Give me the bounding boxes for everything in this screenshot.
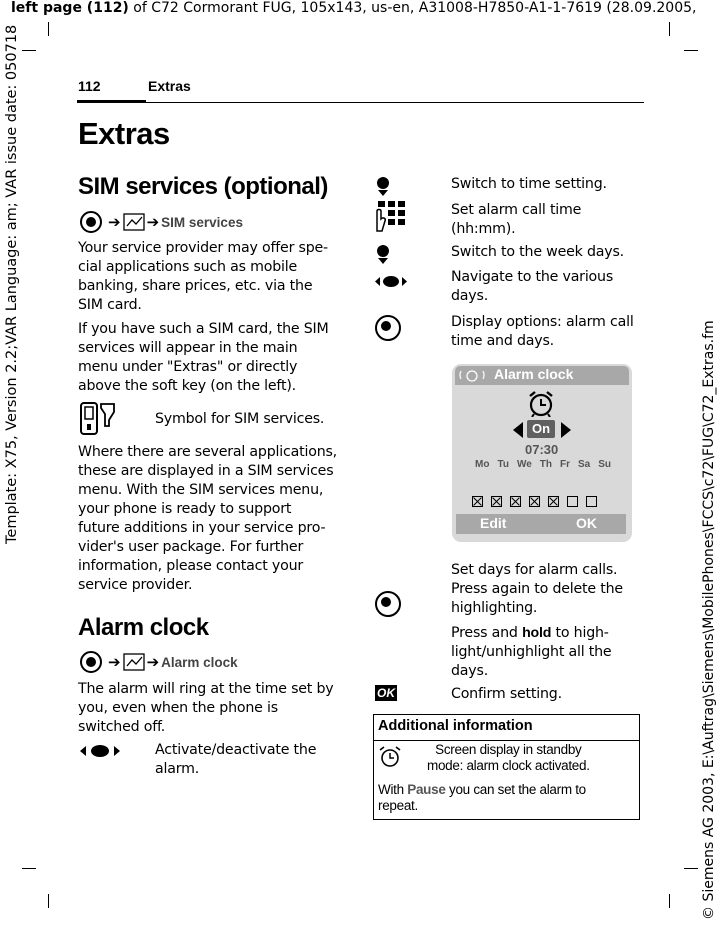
crop-mark bbox=[669, 22, 670, 36]
sim-paragraph-3: Where there are several applications, these are displayed in a SIM services menu. With the SIM services menu, your phone is ready to support future additions in your service pro- vider's user package. For further information, please contact your service provider. bbox=[78, 444, 337, 593]
alarm-heading: Alarm clock bbox=[78, 614, 209, 641]
weekday-label: Sa bbox=[577, 459, 591, 470]
nav-alarm-clock-label: Alarm clock bbox=[161, 654, 238, 670]
step-display-options: Display options: alarm call time and days. bbox=[451, 314, 634, 349]
sim-services-symbol-icon bbox=[80, 402, 116, 436]
set-days-text: Set days for alarm calls. Press again to delete the highlighting. bbox=[451, 562, 623, 616]
keypad-icon bbox=[374, 201, 406, 233]
weekday-checkbox[interactable] bbox=[472, 496, 483, 507]
print-meta-line: left page (112) of C72 Cormorant FUG, 105x143, us-en, A31008-H7850-A1-1-7619 (28.09.2005, bbox=[11, 0, 697, 16]
step-set-time: Set alarm call time (hh:mm). bbox=[451, 202, 582, 237]
alarm-time[interactable]: 07:30 bbox=[525, 442, 559, 457]
weekday-checkbox[interactable] bbox=[586, 496, 597, 507]
template-info: Template: X75, Version 2.2;VAR Language: am; VAR issue date: 050718 bbox=[4, 24, 20, 544]
softkey-edit[interactable]: Edit bbox=[480, 515, 507, 531]
step-time-setting: Switch to time setting. bbox=[451, 176, 607, 192]
arrow-left-icon bbox=[513, 422, 523, 438]
weekday-label: Tu bbox=[497, 459, 509, 470]
extras-menu-icon bbox=[123, 212, 145, 232]
weekday-checkbox[interactable] bbox=[529, 496, 540, 507]
weekday-checkboxes bbox=[472, 496, 597, 507]
alarm-clock-icon bbox=[527, 390, 555, 417]
crop-mark bbox=[669, 894, 670, 908]
arrow-right-icon: ➔ bbox=[108, 653, 121, 671]
joystick-left-right-icon bbox=[80, 744, 120, 758]
weekday-label: Mo bbox=[475, 459, 490, 470]
arrow-right-icon: ➔ bbox=[108, 213, 121, 231]
sim-paragraph-1: Your service provider may offer spe- cial applications such as mobile banking, share prices, etc. via the SIM card. bbox=[78, 240, 328, 313]
arrow-right-icon: ➔ bbox=[146, 213, 160, 231]
page-title: Extras bbox=[78, 116, 170, 151]
weekday-checkbox[interactable] bbox=[510, 496, 521, 507]
sim-symbol-caption: Symbol for SIM services. bbox=[155, 411, 325, 427]
sim-nav-path bbox=[80, 209, 243, 235]
additional-info-box bbox=[373, 714, 640, 820]
joystick-left-right-icon bbox=[375, 275, 407, 288]
crop-mark bbox=[48, 894, 49, 908]
sim-heading: SIM services (optional) bbox=[78, 173, 328, 200]
joystick-down-icon bbox=[376, 244, 390, 264]
softkey-ok[interactable]: OK bbox=[576, 515, 597, 531]
alarm-paragraph: The alarm will ring at the time set by you, even when the phone is switched off. bbox=[78, 681, 334, 735]
extras-menu-icon bbox=[123, 652, 145, 672]
alarm-activate-text: Activate/deactivate the alarm. bbox=[155, 742, 317, 777]
weekday-checkbox[interactable] bbox=[567, 496, 578, 507]
info-pause-text: With Pause you can set the alarm to repeat. bbox=[378, 782, 586, 813]
softkey-bar bbox=[456, 514, 626, 534]
weekday-label: Fr bbox=[559, 459, 570, 470]
alarm-state-toggle[interactable]: On bbox=[527, 420, 555, 438]
weekday-checkbox[interactable] bbox=[491, 496, 502, 507]
info-title: Additional information bbox=[378, 718, 533, 734]
arrow-right-icon bbox=[561, 422, 571, 438]
weekday-label: We bbox=[516, 459, 532, 470]
alarm-clock-icon bbox=[378, 745, 402, 769]
copyright-path: © Siemens AG 2003, E:\Auftrag\Siemens\MobilePhones\FCCS\c72\FUG\C72_Extras.fm bbox=[701, 320, 717, 920]
info-divider bbox=[374, 740, 639, 741]
weekday-labels bbox=[475, 459, 611, 470]
phone-display bbox=[452, 364, 632, 542]
running-title: Extras bbox=[148, 78, 191, 94]
crop-mark bbox=[22, 868, 36, 869]
page-number: 112 bbox=[78, 78, 101, 94]
confirm-setting-text: Confirm setting. bbox=[451, 686, 562, 702]
crop-mark bbox=[22, 50, 36, 51]
header-rule bbox=[77, 102, 644, 103]
step-week-days: Switch to the week days. bbox=[451, 244, 624, 260]
weekday-checkbox[interactable] bbox=[548, 496, 559, 507]
press-hold-text: Press and hold to high- light/unhighlight all the days. bbox=[451, 625, 612, 679]
alarm-ringing-icon bbox=[457, 367, 487, 383]
joystick-press-icon bbox=[80, 651, 102, 673]
crop-mark bbox=[684, 868, 698, 869]
info-screen-display-text: Screen display in standby mode: alarm clock activated. bbox=[427, 742, 590, 773]
crop-mark bbox=[48, 22, 49, 36]
weekday-label: Th bbox=[539, 459, 552, 470]
display-title: Alarm clock bbox=[494, 366, 574, 382]
step-navigate-days: Navigate to the various days. bbox=[451, 269, 614, 304]
joystick-press-icon bbox=[80, 211, 102, 233]
crop-mark bbox=[684, 50, 698, 51]
header-rule-accent bbox=[77, 100, 146, 103]
joystick-down-icon bbox=[376, 176, 390, 196]
nav-sim-services-label: SIM services bbox=[161, 214, 243, 230]
sim-paragraph-2: If you have such a SIM card, the SIM services will appear in the main menu under "Extras" or directly above the soft key (on the left). bbox=[78, 321, 329, 394]
arrow-right-icon: ➔ bbox=[146, 653, 160, 671]
joystick-press-icon bbox=[375, 315, 401, 341]
ok-key-icon: OK bbox=[377, 686, 395, 700]
joystick-press-icon bbox=[375, 591, 401, 617]
weekday-label: Su bbox=[598, 459, 611, 470]
alarm-nav-path bbox=[80, 649, 238, 675]
